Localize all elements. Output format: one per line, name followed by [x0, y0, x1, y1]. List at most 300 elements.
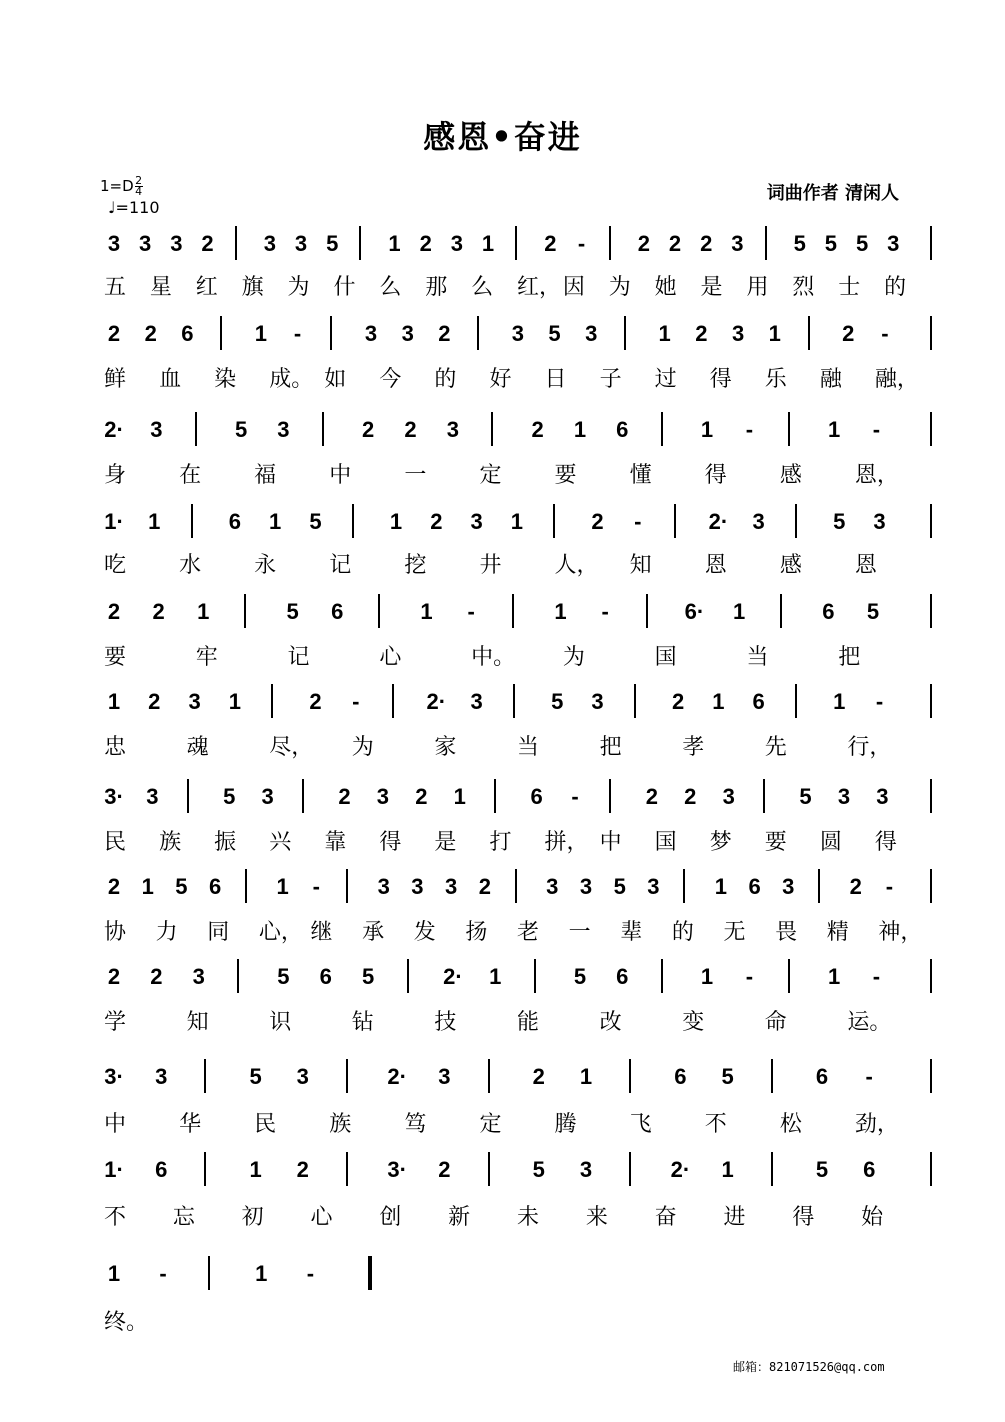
- bar-line: [220, 316, 222, 350]
- note: 1: [254, 321, 267, 346]
- note: -: [312, 874, 320, 899]
- lyric-syllable: 振: [214, 830, 237, 855]
- note: 3: [647, 874, 660, 899]
- lyric-syllable: 族: [159, 830, 182, 855]
- lyric-syllable: 尽，: [269, 735, 314, 760]
- bar-line: [930, 1059, 932, 1093]
- note: -: [885, 874, 894, 899]
- lyric-syllable: 神，: [878, 920, 923, 945]
- note: 1: [827, 417, 841, 442]
- bar-line: [352, 504, 354, 538]
- bar-line: [494, 779, 496, 813]
- lyric-syllable: 她: [654, 275, 677, 300]
- lyric-syllable: 当: [517, 735, 540, 760]
- note: 1: [107, 689, 121, 714]
- note: 1·: [104, 509, 124, 534]
- lyric-syllable: 人，: [554, 553, 599, 578]
- bar-line: [661, 959, 663, 993]
- note: -: [293, 321, 302, 346]
- note: 3: [591, 689, 604, 714]
- lyric-syllable: 扬: [465, 920, 488, 945]
- lyric-syllable: 把: [838, 645, 861, 670]
- lyric-syllable: 新: [448, 1205, 471, 1230]
- lyric-syllable: 魂: [186, 735, 209, 760]
- note: 5: [249, 1064, 262, 1089]
- note: 2·: [387, 1064, 407, 1089]
- lyric-syllable: 用: [746, 275, 769, 300]
- lyric-syllable: 懂: [629, 463, 652, 488]
- lyric-syllable: 感: [779, 463, 802, 488]
- note: -: [352, 689, 360, 714]
- lyric-syllable: 日: [544, 367, 567, 392]
- note: 1: [573, 417, 587, 442]
- note: 3: [376, 784, 390, 809]
- lyric-syllable: 永: [254, 553, 277, 578]
- note: 3: [438, 1064, 451, 1089]
- lyric-syllable: 继: [310, 920, 333, 945]
- note: 6: [319, 964, 332, 989]
- note: 1: [712, 689, 725, 714]
- lyric-syllable: 承: [362, 920, 385, 945]
- note: 2: [478, 874, 491, 899]
- lyric-syllable: 血: [159, 367, 182, 392]
- note: 3: [411, 874, 424, 899]
- bar-line: [488, 1059, 490, 1093]
- bar-line: [534, 959, 536, 993]
- bar-line: [191, 504, 193, 538]
- note: 1: [141, 874, 154, 899]
- lyric-syllable: 笃: [404, 1112, 427, 1137]
- note: 2·: [708, 509, 729, 534]
- bar-line: [204, 1059, 206, 1093]
- note: 3: [837, 784, 851, 809]
- note: 2: [645, 784, 658, 809]
- email-footer: 邮箱：821071526@qq.com: [733, 1360, 885, 1374]
- note: 2: [531, 417, 544, 442]
- note: 6: [209, 874, 222, 899]
- note: 2: [430, 509, 443, 534]
- bar-line: [930, 779, 932, 813]
- lyric-syllable: 知: [629, 553, 652, 578]
- note: 3: [277, 417, 290, 442]
- note: 2: [296, 1157, 309, 1182]
- bar-line: [634, 684, 636, 718]
- bar-line: [788, 959, 790, 993]
- note: 3: [146, 784, 159, 809]
- lyric-syllable: 井: [479, 553, 502, 578]
- note: 2: [107, 874, 121, 899]
- note: 6: [616, 417, 629, 442]
- bar-line: [930, 412, 932, 446]
- lyric-syllable: 今: [379, 367, 402, 392]
- note: 5: [613, 874, 626, 899]
- note: 2: [668, 231, 682, 256]
- bar-line: [237, 959, 239, 993]
- note: 1: [732, 599, 746, 624]
- bar-line: [646, 594, 648, 628]
- note: 1: [255, 1261, 268, 1286]
- lyric-syllable: 子: [599, 367, 622, 392]
- note: 3: [579, 1157, 593, 1182]
- lyric-syllable: 恩，: [854, 463, 899, 488]
- lyric-syllable: 劲，: [854, 1112, 899, 1137]
- note: 6·: [684, 599, 705, 624]
- lyric-syllable: 感: [779, 553, 802, 578]
- note: -: [601, 599, 609, 624]
- bar-line: [515, 226, 517, 260]
- lyric-syllable: 如: [324, 367, 347, 392]
- bar-line: [795, 684, 797, 718]
- lyric-syllable: 记: [287, 645, 310, 670]
- note: -: [467, 599, 475, 624]
- note: 3: [445, 874, 458, 899]
- bar-line: [346, 1059, 348, 1093]
- bar-line: [235, 226, 237, 260]
- note: -: [306, 1261, 315, 1286]
- author-credit: 词曲作者 清闲人: [766, 183, 899, 204]
- note: 2: [362, 417, 375, 442]
- note: 6: [181, 321, 194, 346]
- note: 1: [768, 321, 781, 346]
- bar-line: [244, 594, 246, 628]
- lyric-syllable: 先: [764, 735, 787, 760]
- lyric-syllable: 烈: [792, 275, 815, 300]
- note: 1: [420, 599, 433, 624]
- lyric-syllable: 飞: [629, 1112, 652, 1137]
- note: 3: [188, 689, 201, 714]
- lyric-syllable: 把: [599, 735, 622, 760]
- note: 3: [139, 231, 152, 256]
- bar-line: [302, 779, 304, 813]
- note: -: [875, 689, 884, 714]
- note: 2: [419, 231, 432, 256]
- note: 2: [438, 1157, 451, 1182]
- note: 6: [752, 689, 765, 714]
- note: 2: [309, 689, 322, 714]
- note: 1: [197, 599, 210, 624]
- bar-line: [661, 412, 663, 446]
- lyric-syllable: 知: [186, 1010, 209, 1035]
- note: 2: [152, 599, 165, 624]
- bar-line: [477, 316, 479, 350]
- note: 3·: [387, 1157, 407, 1182]
- lyric-syllable: 那: [425, 275, 448, 300]
- note: -: [159, 1261, 167, 1286]
- note: 3: [731, 231, 744, 256]
- lyric-syllable: 中: [599, 830, 622, 855]
- note: 1: [714, 874, 727, 899]
- lyric-syllable: 当: [746, 645, 769, 670]
- meter-bottom: 4: [135, 185, 143, 198]
- song-title: 感恩•奋进: [423, 118, 582, 156]
- lyric-syllable: 中: [104, 1112, 127, 1137]
- meter-top: 2: [135, 174, 143, 187]
- tempo-mark: ♩=110: [108, 198, 160, 217]
- note: 3: [401, 321, 414, 346]
- lyric-syllable: 改: [599, 1010, 622, 1035]
- bar-line: [795, 504, 797, 538]
- note: 5: [532, 1157, 545, 1182]
- lyric-syllable: 得: [792, 1205, 815, 1230]
- note: 3: [546, 874, 559, 899]
- note: 2·: [104, 417, 124, 442]
- note: 3: [377, 874, 390, 899]
- bar-line: [488, 1152, 490, 1186]
- lyric-syllable: 兴: [269, 830, 292, 855]
- lyric-syllable: 腾: [554, 1112, 577, 1137]
- lyric-syllable: 得: [874, 830, 897, 855]
- note: 3·: [104, 784, 124, 809]
- lyric-syllable: 学: [104, 1010, 127, 1035]
- lyric-syllable: 身: [104, 463, 127, 488]
- lyric-syllable: 忠: [104, 735, 127, 760]
- note: 2·: [670, 1157, 691, 1182]
- note: 1: [833, 689, 846, 714]
- note: 6: [616, 964, 629, 989]
- note: 2: [695, 321, 708, 346]
- note: -: [745, 417, 754, 442]
- lyric-syllable: 始: [861, 1205, 884, 1230]
- lyric-syllable: 要: [104, 645, 127, 670]
- note: 3: [170, 231, 183, 256]
- bar-line: [765, 226, 767, 260]
- note: 3: [752, 509, 765, 534]
- note: 2: [404, 417, 417, 442]
- key-label: 1=D: [100, 177, 134, 195]
- note: 3: [261, 784, 274, 809]
- lyric-syllable: 识: [269, 1010, 292, 1035]
- note: 6: [748, 874, 761, 899]
- note: 1: [453, 784, 466, 809]
- lyric-syllable: 红: [195, 275, 218, 300]
- lyric-syllable: 钻: [351, 1010, 374, 1035]
- note: 2: [532, 1064, 545, 1089]
- bar-line: [271, 684, 273, 718]
- bar-line: [378, 594, 380, 628]
- note: 5: [234, 417, 248, 442]
- bar-line: [346, 1152, 348, 1186]
- lyric-syllable: 鲜: [104, 367, 127, 392]
- note: 5: [799, 784, 812, 809]
- note: 2: [150, 964, 163, 989]
- bar-line: [629, 1152, 631, 1186]
- note: 5: [824, 231, 838, 256]
- note: 2: [201, 231, 214, 256]
- lyric-syllable: 无: [723, 920, 746, 945]
- lyric-syllable: 发: [413, 920, 436, 945]
- lyric-syllable: 要: [764, 830, 787, 855]
- lyric-syllable: 吃: [104, 553, 127, 578]
- lyric-syllable: 拼，: [544, 830, 589, 855]
- lyric-syllable: 辈: [620, 920, 643, 945]
- note: 2: [700, 231, 713, 256]
- bar-line: [930, 1152, 932, 1186]
- note: 2: [338, 784, 351, 809]
- note: 1: [249, 1157, 262, 1182]
- note: 5: [573, 964, 587, 989]
- note: 2: [849, 874, 862, 899]
- note: 5: [793, 231, 806, 256]
- note: 2: [107, 321, 121, 346]
- lyric-syllable: 么: [379, 275, 402, 300]
- bar-line: [930, 959, 932, 993]
- bar-line: [930, 504, 932, 538]
- note: 1: [481, 231, 495, 256]
- note: 3: [294, 231, 308, 256]
- note: 1: [700, 964, 714, 989]
- lyric-syllable: 红，: [517, 275, 562, 300]
- note: 2: [144, 321, 157, 346]
- lyric-syllable: 士: [838, 275, 861, 300]
- note: 3·: [104, 1064, 124, 1089]
- note: 3: [192, 964, 205, 989]
- note: 2·: [443, 964, 463, 989]
- lyric-syllable: 初: [241, 1205, 264, 1230]
- note: 6: [822, 599, 835, 624]
- lyric-syllable: 变: [682, 1010, 705, 1035]
- lyric-syllable: 终。: [104, 1310, 149, 1335]
- lyric-syllable: 靠: [324, 830, 347, 855]
- lyric-syllable: 国: [654, 645, 677, 670]
- lyric-syllable: 忘: [172, 1205, 195, 1230]
- note: 6: [863, 1157, 876, 1182]
- note: 5: [223, 784, 236, 809]
- note: 1: [228, 689, 241, 714]
- note: 2: [671, 689, 685, 714]
- lyric-syllable: 孝: [682, 735, 705, 760]
- lyric-syllable: 是: [434, 830, 457, 855]
- bar-line: [359, 226, 361, 260]
- bar-line: [808, 316, 810, 350]
- bar-line: [515, 869, 517, 903]
- note: 3: [873, 509, 886, 534]
- note: -: [872, 417, 881, 442]
- bar-line: [195, 412, 197, 446]
- bar-line: [683, 869, 685, 903]
- lyric-syllable: 一: [404, 463, 427, 488]
- bar-line: [187, 779, 189, 813]
- note: 3: [296, 1064, 309, 1089]
- lyric-syllable: 协: [104, 920, 127, 945]
- bar-line: [771, 1152, 773, 1186]
- lyric-syllable: 因: [562, 275, 585, 300]
- note: 3: [782, 874, 795, 899]
- note: 5: [277, 964, 290, 989]
- note: 2: [107, 599, 121, 624]
- lyric-syllable: 记: [329, 553, 352, 578]
- note: 2: [637, 231, 650, 256]
- bar-line: [553, 504, 555, 538]
- note: 6: [674, 1064, 687, 1089]
- note: 2: [107, 964, 121, 989]
- bar-line: [930, 684, 932, 718]
- note: 3: [731, 321, 745, 346]
- bar-line: [930, 869, 932, 903]
- lyric-syllable: 恩: [704, 553, 727, 578]
- note: 1: [148, 509, 161, 534]
- note: -: [872, 964, 881, 989]
- note: 1: [389, 509, 403, 534]
- lyric-syllable: 为: [351, 735, 374, 760]
- lyric-syllable: 定: [479, 1112, 502, 1137]
- lyric-syllable: 民: [104, 830, 127, 855]
- lyric-syllable: 不: [704, 1112, 727, 1137]
- note: 1: [489, 964, 502, 989]
- lyric-syllable: 染: [214, 367, 237, 392]
- lyric-syllable: 得: [709, 367, 732, 392]
- bar-line: [818, 869, 820, 903]
- lyric-syllable: 挖: [404, 553, 427, 578]
- note: 5: [326, 231, 339, 256]
- note: 1: [388, 231, 401, 256]
- lyric-syllable: 过: [654, 367, 677, 392]
- lyric-syllable: 五: [104, 275, 127, 300]
- lyric-syllable: 松: [779, 1112, 802, 1137]
- note: 5: [362, 964, 375, 989]
- note: 3: [511, 321, 524, 346]
- bar-line: [674, 504, 676, 538]
- note: 1: [827, 964, 841, 989]
- lyric-syllable: 心，: [258, 920, 303, 945]
- lyric-syllable: 的: [671, 920, 694, 945]
- lyric-syllable: 么: [471, 275, 494, 300]
- lyric-syllable: 华: [179, 1112, 202, 1137]
- lyric-syllable: 不: [104, 1205, 127, 1230]
- note: 2: [842, 321, 855, 346]
- lyric-syllable: 未: [517, 1205, 540, 1230]
- lyric-syllable: 精: [826, 920, 849, 945]
- bar-line: [609, 226, 611, 260]
- lyric-syllable: 一: [568, 920, 591, 945]
- note: 5: [721, 1064, 734, 1089]
- note: 2·: [426, 689, 447, 714]
- bar-line: [763, 779, 765, 813]
- final-bar-line: [368, 1256, 372, 1290]
- bar-line: [204, 1152, 206, 1186]
- bar-line: [346, 869, 348, 903]
- note: 1: [269, 509, 282, 534]
- note: 1: [107, 1261, 121, 1286]
- lyric-syllable: 族: [329, 1112, 352, 1137]
- bar-line: [245, 869, 247, 903]
- note: 1: [554, 599, 567, 624]
- bar-line: [788, 412, 790, 446]
- note: 3: [155, 1064, 168, 1089]
- lyric-syllable: 心: [310, 1205, 333, 1230]
- lyric-syllable: 创: [379, 1205, 402, 1230]
- note: 3: [887, 231, 900, 256]
- lyric-syllable: 心: [379, 645, 402, 670]
- lyric-syllable: 梦: [709, 830, 732, 855]
- note: 3: [150, 417, 163, 442]
- note: 3: [450, 231, 463, 256]
- lyric-syllable: 民: [254, 1112, 277, 1137]
- lyric-syllable: 福: [254, 463, 277, 488]
- lyric-syllable: 要: [554, 463, 577, 488]
- lyric-syllable: 定: [479, 463, 502, 488]
- note: 5: [833, 509, 846, 534]
- lyric-syllable: 乐: [764, 367, 787, 392]
- lyric-syllable: 老: [517, 920, 540, 945]
- note: 5: [551, 689, 564, 714]
- lyric-syllable: 奋: [654, 1205, 677, 1230]
- bar-line: [780, 594, 782, 628]
- bar-line: [512, 594, 514, 628]
- note: 6: [530, 784, 543, 809]
- note: 1: [721, 1157, 734, 1182]
- bar-line: [609, 779, 611, 813]
- lyric-syllable: 进: [723, 1205, 746, 1230]
